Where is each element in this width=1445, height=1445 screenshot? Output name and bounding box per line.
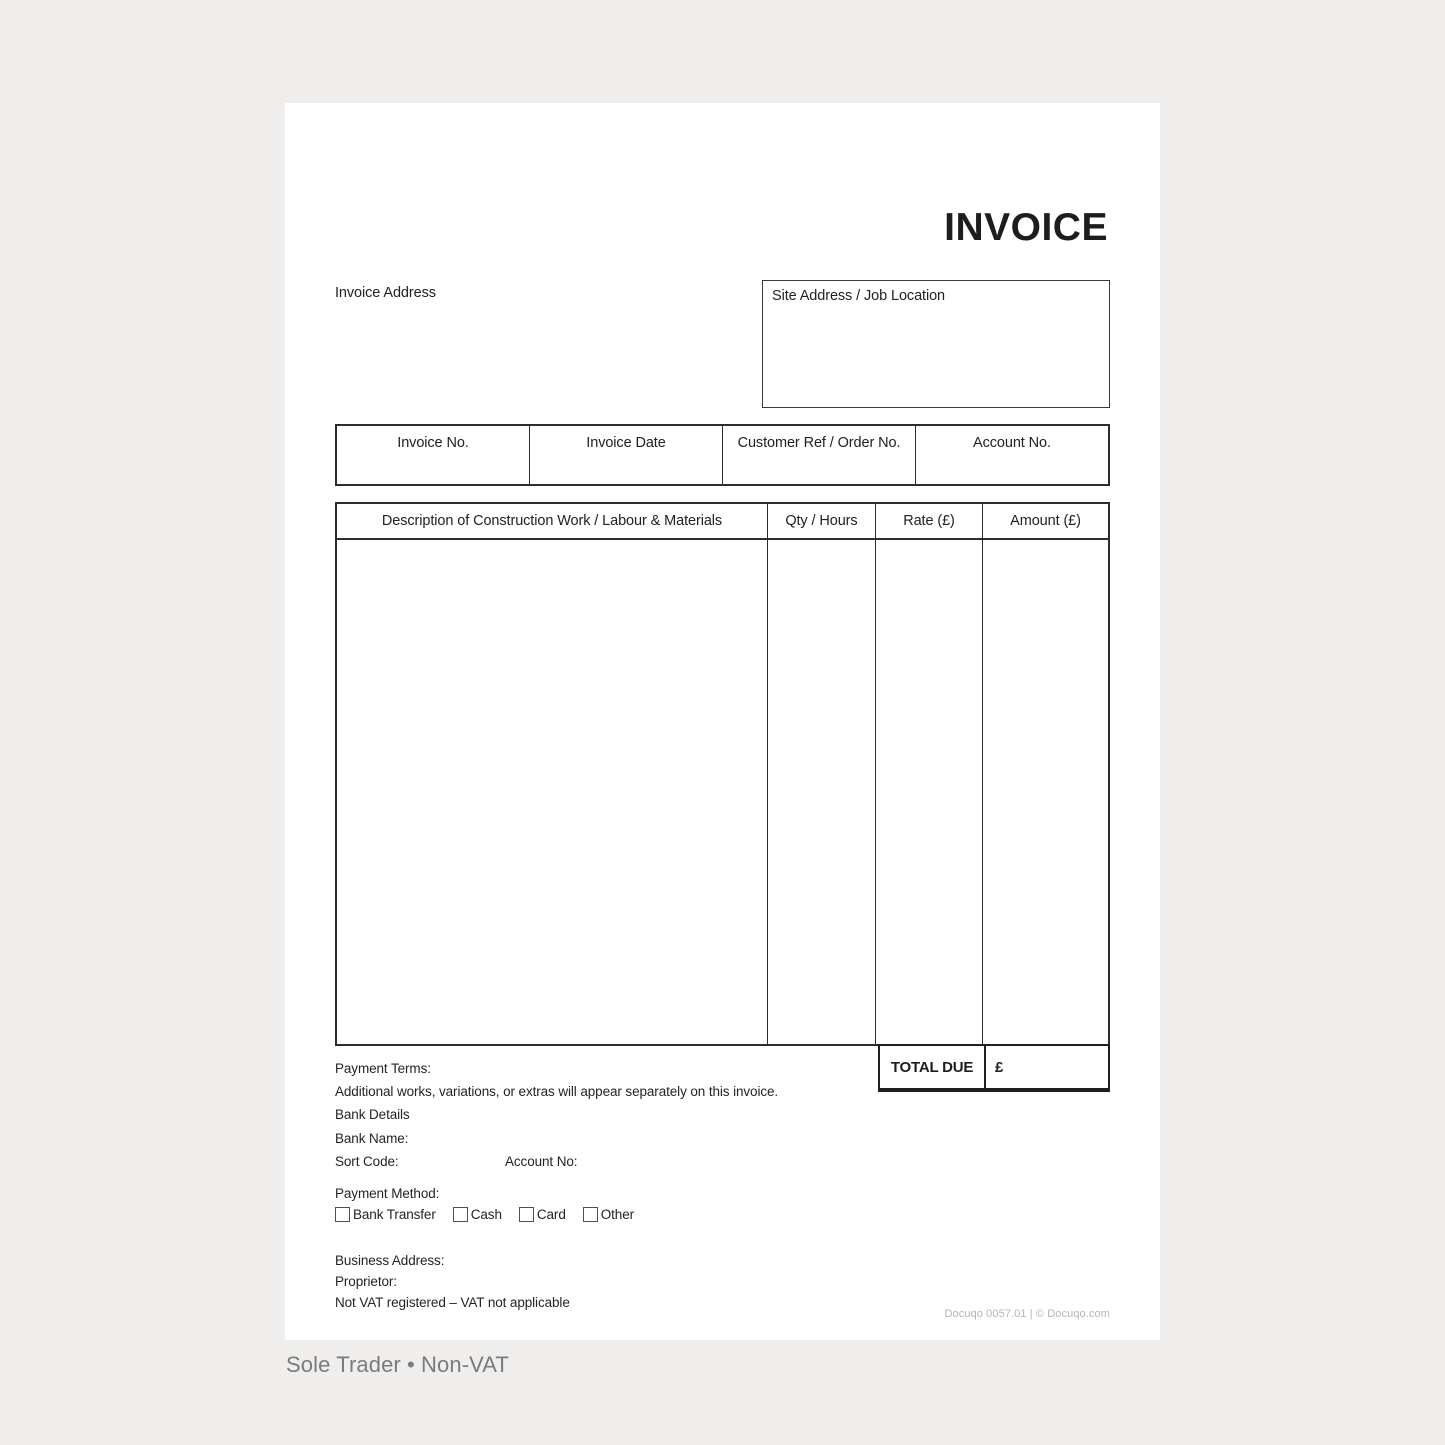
payment-method-label: Payment Method:	[335, 1186, 440, 1201]
payment-method-options	[335, 1207, 634, 1222]
invoice-title: INVOICE	[944, 206, 1108, 249]
payment-method-other	[583, 1207, 634, 1222]
rate-entry-area[interactable]	[876, 540, 983, 1044]
other-checkbox[interactable]	[583, 1207, 598, 1222]
qty-hours-column-header: Qty / Hours	[768, 504, 876, 538]
rate-column-header: Rate (£)	[876, 504, 983, 538]
site-address-label: Site Address / Job Location	[772, 288, 946, 304]
document-reference: Docuqo 0057.01 | © Docuqo.com	[944, 1308, 1110, 1320]
meta-cell-customer-ref[interactable]	[723, 426, 916, 484]
card-checkbox[interactable]	[519, 1207, 534, 1222]
payment-method-card	[519, 1207, 566, 1222]
business-address-label: Business Address:	[335, 1253, 445, 1268]
invoice-address-label: Invoice Address	[335, 285, 436, 301]
invoice-document	[285, 103, 1160, 1340]
invoice-no-header: Invoice No.	[397, 435, 469, 451]
vat-note: Not VAT registered – VAT not applicable	[335, 1295, 570, 1310]
bank-details-label: Bank Details	[335, 1107, 410, 1122]
currency-symbol: £	[995, 1058, 1004, 1076]
qty-hours-entry-area[interactable]	[768, 540, 876, 1044]
sort-code-line	[335, 1153, 578, 1171]
amount-column-header: Amount (£)	[1010, 513, 1081, 529]
invoice-date-header: Invoice Date	[586, 435, 666, 451]
payment-terms-label: Payment Terms:	[335, 1061, 431, 1076]
total-due-label: TOTAL DUE	[880, 1046, 986, 1088]
proprietor-label: Proprietor:	[335, 1274, 397, 1289]
payment-method-cash	[453, 1207, 502, 1222]
bank-transfer-label: Bank Transfer	[353, 1207, 436, 1222]
meta-cell-account-no[interactable]	[916, 426, 1108, 484]
total-due-amount-cell[interactable]	[986, 1046, 1108, 1088]
cash-checkbox[interactable]	[453, 1207, 468, 1222]
invoice-meta-table	[335, 424, 1110, 486]
site-address-box[interactable]	[762, 280, 1110, 408]
line-items-body	[337, 540, 1108, 1044]
card-label: Card	[536, 1207, 566, 1222]
template-variant-caption: Sole Trader • Non-VAT	[286, 1352, 509, 1377]
line-items-table	[335, 502, 1110, 1046]
cash-label: Cash	[470, 1207, 502, 1222]
bank-transfer-checkbox[interactable]	[335, 1207, 350, 1222]
account-no-header: Account No.	[973, 435, 1051, 451]
meta-cell-invoice-date[interactable]	[530, 426, 723, 484]
description-column-header: Description of Construction Work / Labour & Materials	[337, 504, 768, 538]
description-entry-area[interactable]	[337, 540, 768, 1044]
meta-cell-invoice-no[interactable]	[337, 426, 530, 484]
sort-code-label: Sort Code:	[335, 1154, 399, 1169]
bank-name-label: Bank Name:	[335, 1131, 409, 1146]
variations-note: Additional works, variations, or extras will appear separately on this invoice.	[335, 1084, 779, 1099]
other-label: Other	[600, 1207, 635, 1222]
amount-entry-area[interactable]	[983, 540, 1108, 1044]
account-no-label: Account No:	[505, 1154, 578, 1169]
line-items-header-row	[337, 504, 1108, 540]
total-due-row	[878, 1044, 1110, 1092]
customer-ref-header: Customer Ref / Order No.	[737, 435, 901, 451]
payment-method-bank-transfer	[335, 1207, 436, 1222]
